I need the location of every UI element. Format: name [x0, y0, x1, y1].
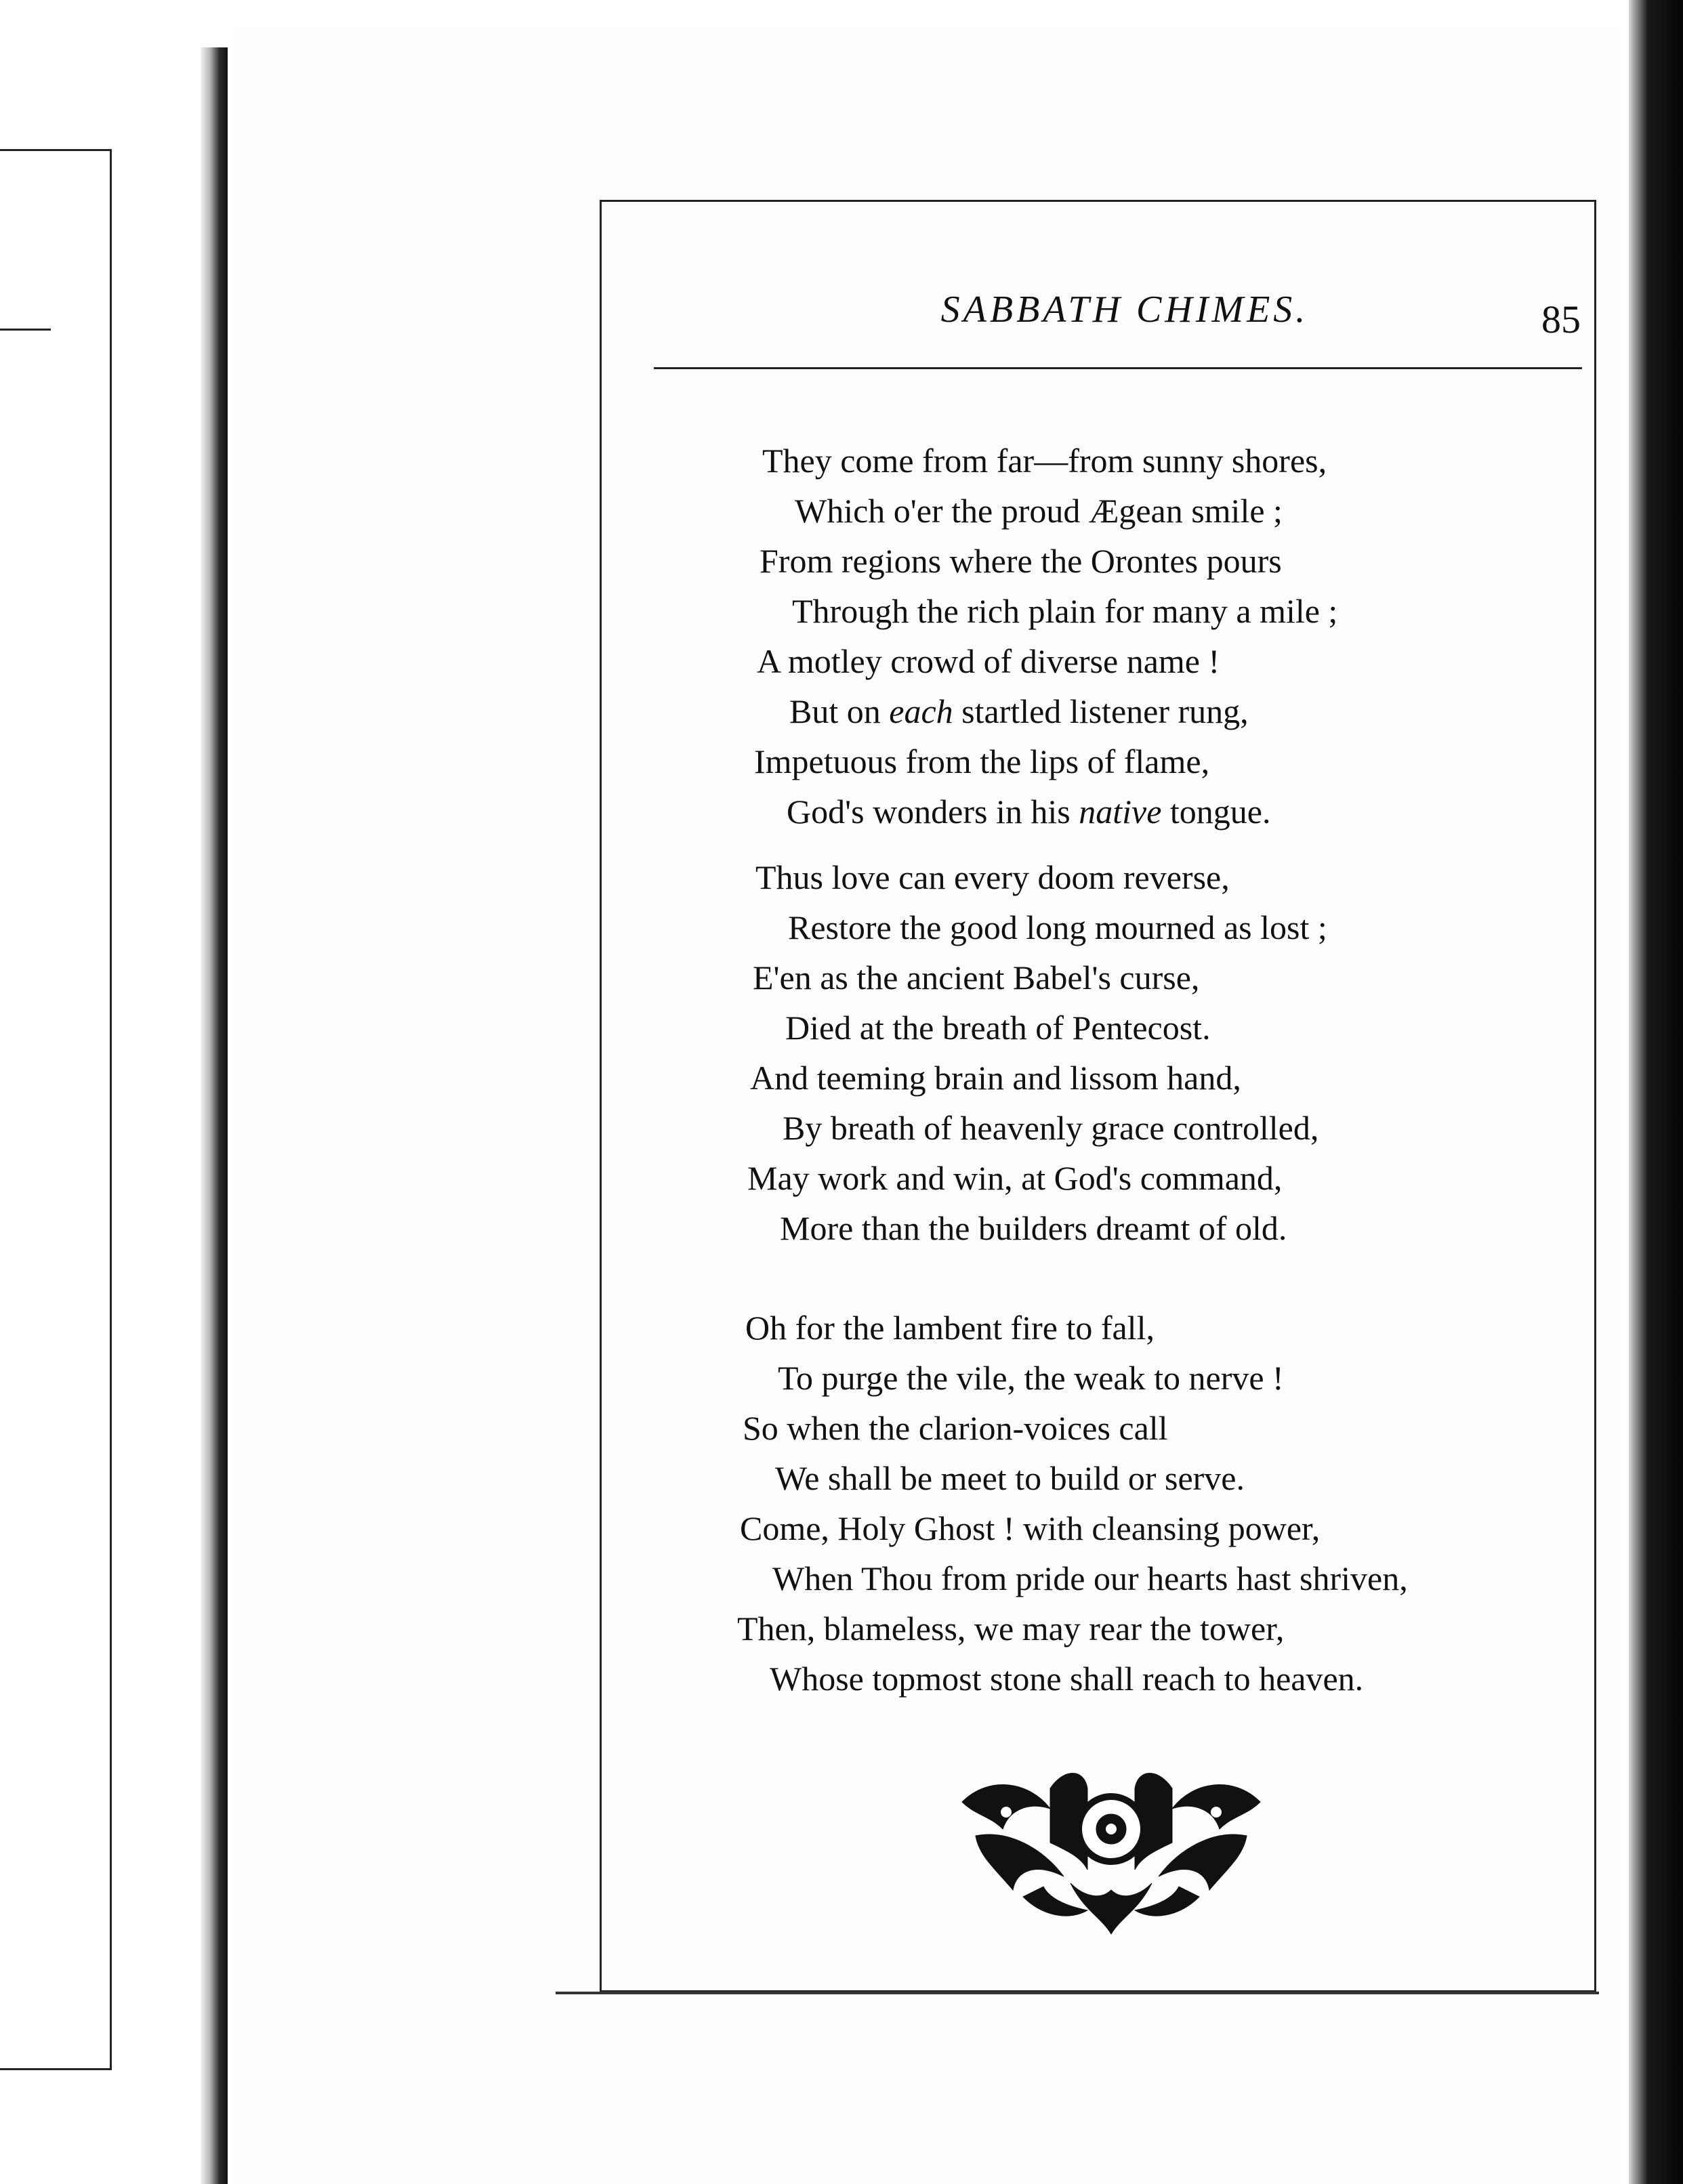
poem-line: To purge the vile, the weak to nerve ! [778, 1359, 1284, 1397]
line-segment: startled listener rung, [953, 692, 1249, 730]
poem-line: Oh for the lambent fire to fall, [745, 1309, 1155, 1347]
poem-line: Impetuous from the lips of flame, [754, 742, 1210, 780]
page-border-bottom-rule [556, 1992, 1599, 1994]
poem-line: Through the rich plain for many a mile ; [792, 592, 1338, 630]
poem-line: Thus love can every doom reverse, [755, 858, 1230, 896]
previous-page-frame [0, 149, 112, 2070]
poem-line: When Thou from pride our hearts hast shriven, [772, 1559, 1408, 1597]
book-cover-edge [1629, 0, 1683, 2184]
book-gutter [201, 47, 228, 2184]
floral-tailpiece-icon [949, 1761, 1274, 1937]
emphasized-word: native [1079, 793, 1162, 831]
poem-line: From regions where the Orontes pours [760, 542, 1282, 580]
poem-line: So when the clarion-voices call [743, 1409, 1168, 1447]
poem-line: A motley crowd of diverse name ! [757, 642, 1220, 680]
poem-line: They come from far—from sunny shores, [762, 442, 1327, 480]
poem-line [787, 791, 1271, 832]
poem-line: Died at the breath of Pentecost. [785, 1009, 1211, 1047]
poem-line: And teeming brain and lissom hand, [750, 1059, 1241, 1097]
header-rule [654, 367, 1582, 369]
poem-line: Which o'er the proud Ægean smile ; [795, 492, 1283, 530]
poem-line: We shall be meet to build or serve. [775, 1459, 1245, 1497]
poem-line: More than the builders dreamt of old. [780, 1209, 1287, 1247]
poem-line: Whose topmost stone shall reach to heaven. [770, 1660, 1364, 1698]
previous-page-rule [0, 329, 51, 331]
line-segment: tongue. [1161, 793, 1271, 831]
page-number: 85 [1541, 297, 1581, 341]
poem-line: Restore the good long mourned as lost ; [788, 908, 1327, 946]
poem-line: Come, Holy Ghost ! with cleansing power, [740, 1509, 1321, 1547]
running-title: SABBATH CHIMES. [940, 289, 1309, 331]
line-segment: But on [789, 692, 890, 730]
poem-line: E'en as the ancient Babel's curse, [753, 959, 1200, 996]
poem-line [789, 691, 1249, 732]
previous-page [0, 27, 203, 2184]
poem-line: By breath of heavenly grace controlled, [783, 1109, 1319, 1147]
emphasized-word: each [889, 692, 953, 730]
book-page [237, 27, 1619, 2184]
poem-line: Then, blameless, we may rear the tower, [737, 1610, 1285, 1647]
poem-line: May work and win, at God's command, [747, 1159, 1283, 1197]
line-segment: God's wonders in his [787, 793, 1079, 831]
